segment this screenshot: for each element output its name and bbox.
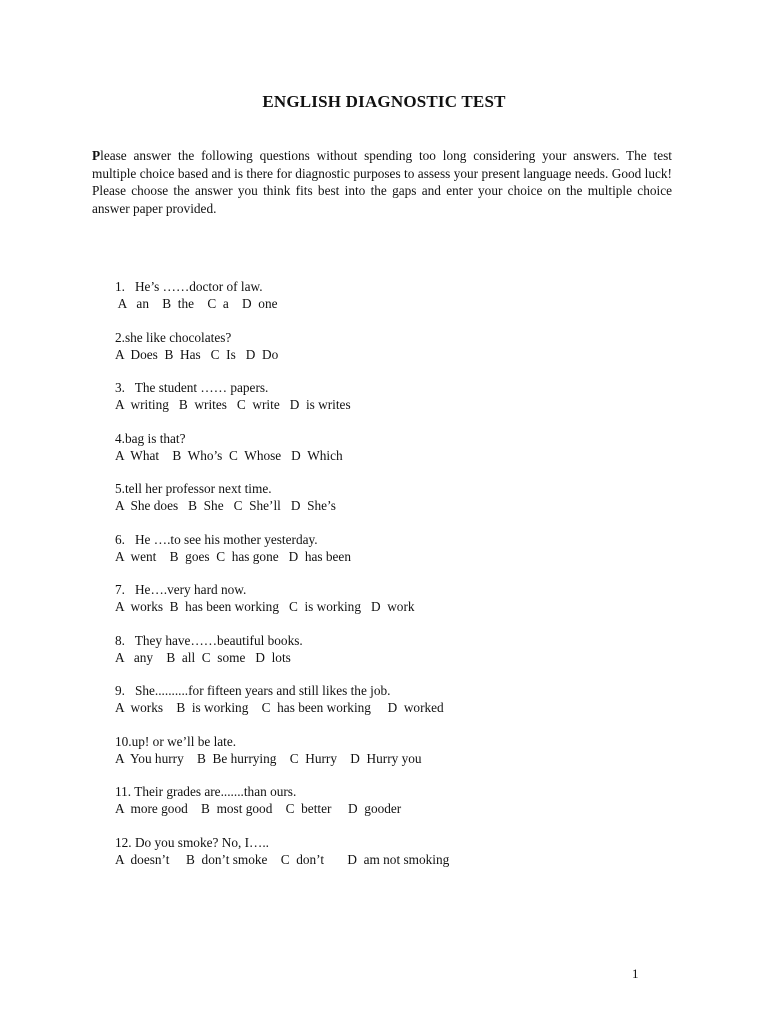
question-prompt: 10.up! or we’ll be late. bbox=[115, 733, 237, 749]
question-item bbox=[115, 430, 675, 481]
question-options: A You hurry B Be hurrying C Hurry D Hurry you bbox=[115, 750, 422, 766]
question-options: A more good B most good C better D gooder bbox=[115, 801, 402, 816]
instructions-text: lease answer the following questions without spending too long considering your answers. The test multiple choice based and is there for diagnostic purposes to assess your present language needs. Good luck! Please choose the answer you think fits best into the gaps and enter your choice on the multiple choice answer paper provided. bbox=[92, 148, 672, 216]
question-prompt: 12. Do you smoke? No, I….. bbox=[115, 834, 270, 850]
question-item bbox=[115, 531, 675, 582]
question-options: A Does B Has C Is D Do bbox=[115, 346, 279, 362]
question-options: A doesn’t B don’t smoke C don’t D am not smoking bbox=[115, 851, 450, 867]
question-item bbox=[115, 379, 675, 430]
question-item bbox=[115, 278, 675, 329]
question-options: A What B Who’s C Whose D Which bbox=[115, 447, 343, 463]
question-prompt: 4.bag is that? bbox=[115, 430, 186, 446]
question-item bbox=[115, 632, 675, 683]
page-number: 1 bbox=[632, 966, 639, 981]
question-options: A works B has been working C is working D work bbox=[115, 599, 415, 614]
question-prompt: 5.tell her professor next time. bbox=[115, 481, 272, 496]
question-prompt: 6. He ….to see his mother yesterday. bbox=[115, 531, 318, 547]
question-prompt: 11. Their grades are.......than ours. bbox=[115, 784, 297, 799]
question-item bbox=[115, 733, 675, 784]
page-title: ENGLISH DIAGNOSTIC TEST bbox=[262, 92, 506, 111]
instructions-initial: P bbox=[92, 148, 101, 163]
question-item bbox=[115, 329, 675, 380]
question-prompt: 9. She..........for fifteen years and still likes the job. bbox=[115, 683, 391, 698]
question-prompt: 8. They have……beautiful books. bbox=[115, 632, 303, 648]
question-item bbox=[115, 834, 675, 885]
question-options: A an B the C a D one bbox=[115, 296, 278, 311]
question-item bbox=[115, 581, 675, 632]
question-prompt: 2.she like chocolates? bbox=[115, 329, 232, 345]
question-prompt: 3. The student …… papers. bbox=[115, 380, 269, 395]
question-options: A She does B She C She’ll D She’s bbox=[115, 498, 336, 513]
question-list bbox=[115, 278, 675, 884]
question-options: A writing B writes C write D is writes bbox=[115, 397, 351, 412]
question-prompt: 7. He….very hard now. bbox=[115, 582, 247, 597]
question-item bbox=[115, 480, 675, 531]
question-options: A went B goes C has gone D has been bbox=[115, 548, 351, 564]
instructions-paragraph bbox=[92, 147, 672, 217]
question-options: A works B is working C has been working D worked bbox=[115, 700, 444, 715]
question-item bbox=[115, 783, 675, 834]
question-prompt: 1. He’s ……doctor of law. bbox=[115, 279, 263, 294]
question-item bbox=[115, 682, 675, 733]
question-options: A any B all C some D lots bbox=[115, 649, 291, 665]
